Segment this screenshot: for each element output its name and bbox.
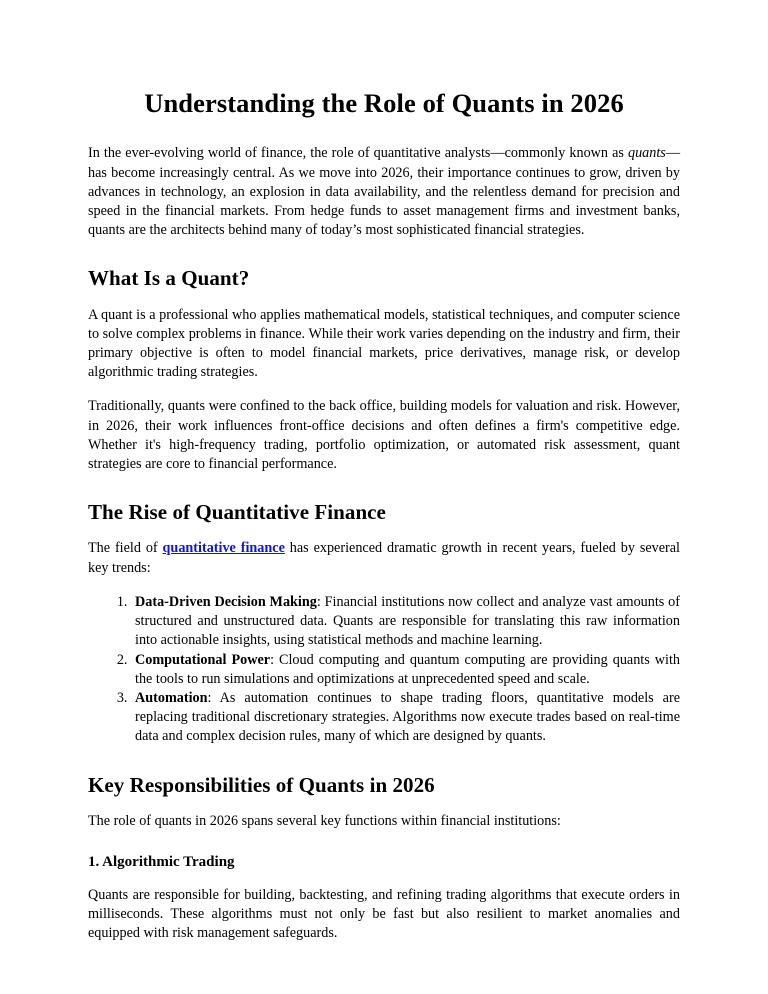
section-heading-rise-of-quantitative-finance: The Rise of Quantitative Finance: [88, 500, 386, 525]
list-item-term: Data-Driven Decision Making: [135, 593, 317, 610]
list-item: [131, 651, 680, 689]
what-is-a-quant-paragraph-2: Traditionally, quants were confined to the back office, building models for valuation and risk. However, in 2026, their work influences front-office decisions and often defines a firm's competitive edge. Whether it's high-frequency trading, portfolio optimization, or automated risk assessment, quant strategies are core to financial performance.: [88, 398, 680, 473]
intro-paragraph: [88, 144, 680, 240]
intro-text-before-emphasis: In the ever-evolving world of finance, the role of quantitative analysts—commonly known as: [88, 145, 628, 162]
quantitative-finance-link[interactable]: quantitative finance: [162, 540, 285, 557]
section-heading-key-responsibilities: Key Responsibilities of Quants in 2026: [88, 772, 435, 797]
section-heading-what-is-a-quant: What Is a Quant?: [88, 266, 250, 291]
what-is-a-quant-paragraph-1: A quant is a professional who applies mathematical models, statistical techniques, and computer science to solve complex problems in finance. While their work varies depending on the industry and firm, their primary objective is often to model financial markets, price derivatives, manage risk, or develop algorithmic trading strategies.: [88, 306, 680, 381]
rise-lead-text-before-link: The field of: [88, 540, 163, 557]
rise-lead-text-after-link: has experienced dramatic growth in recent years, fueled by several key trends:: [88, 540, 680, 576]
list-item-term: Computational Power: [135, 651, 271, 668]
key-responsibilities-lead-paragraph: The role of quants in 2026 spans several key functions within financial institutions:: [88, 812, 561, 829]
subsection-heading-algorithmic-trading: 1. Algorithmic Trading: [88, 853, 235, 870]
page-title: Understanding the Role of Quants in 2026: [144, 88, 624, 118]
rise-lead-paragraph: [88, 539, 680, 577]
list-item-term: Automation: [135, 689, 208, 706]
key-trends-list: [88, 593, 680, 747]
list-item-text: : Cloud computing and quantum computing are providing quants with the tools to run simulations and optimizations at unprecedented speed and scale.: [135, 651, 681, 687]
intro-text-after-emphasis: —has become increasingly central. As we move into 2026, their importance continues to grow, driven by advances in technology, an explosion in data availability, and the relentless demand for precision and speed in the financial markets. From hedge funds to asset management firms and investment banks, quants are the architects behind many of today’s most sophisticated financial strategies.: [88, 145, 680, 239]
list-item: [131, 593, 680, 651]
list-item-text: : Financial institutions now collect and analyze vast amounts of structured and unstructured data. Quants are responsible for translating this raw information into actionable insights, using statistical methods and machine learning.: [135, 593, 680, 649]
algorithmic-trading-paragraph: Quants are responsible for building, backtesting, and refining trading algorithms that execute orders in milliseconds. These algorithms must not only be fast but also resilient to market anomalies and equipped with risk management safeguards.: [88, 886, 680, 942]
list-item-text: : As automation continues to shape trading floors, quantitative models are replacing traditional discretionary strategies. Algorithms now execute trades based on real-time data and complex decision rules, many of which are designed by quants.: [135, 689, 680, 745]
list-item: [131, 689, 680, 747]
intro-emphasis-quants: quants: [627, 145, 666, 162]
